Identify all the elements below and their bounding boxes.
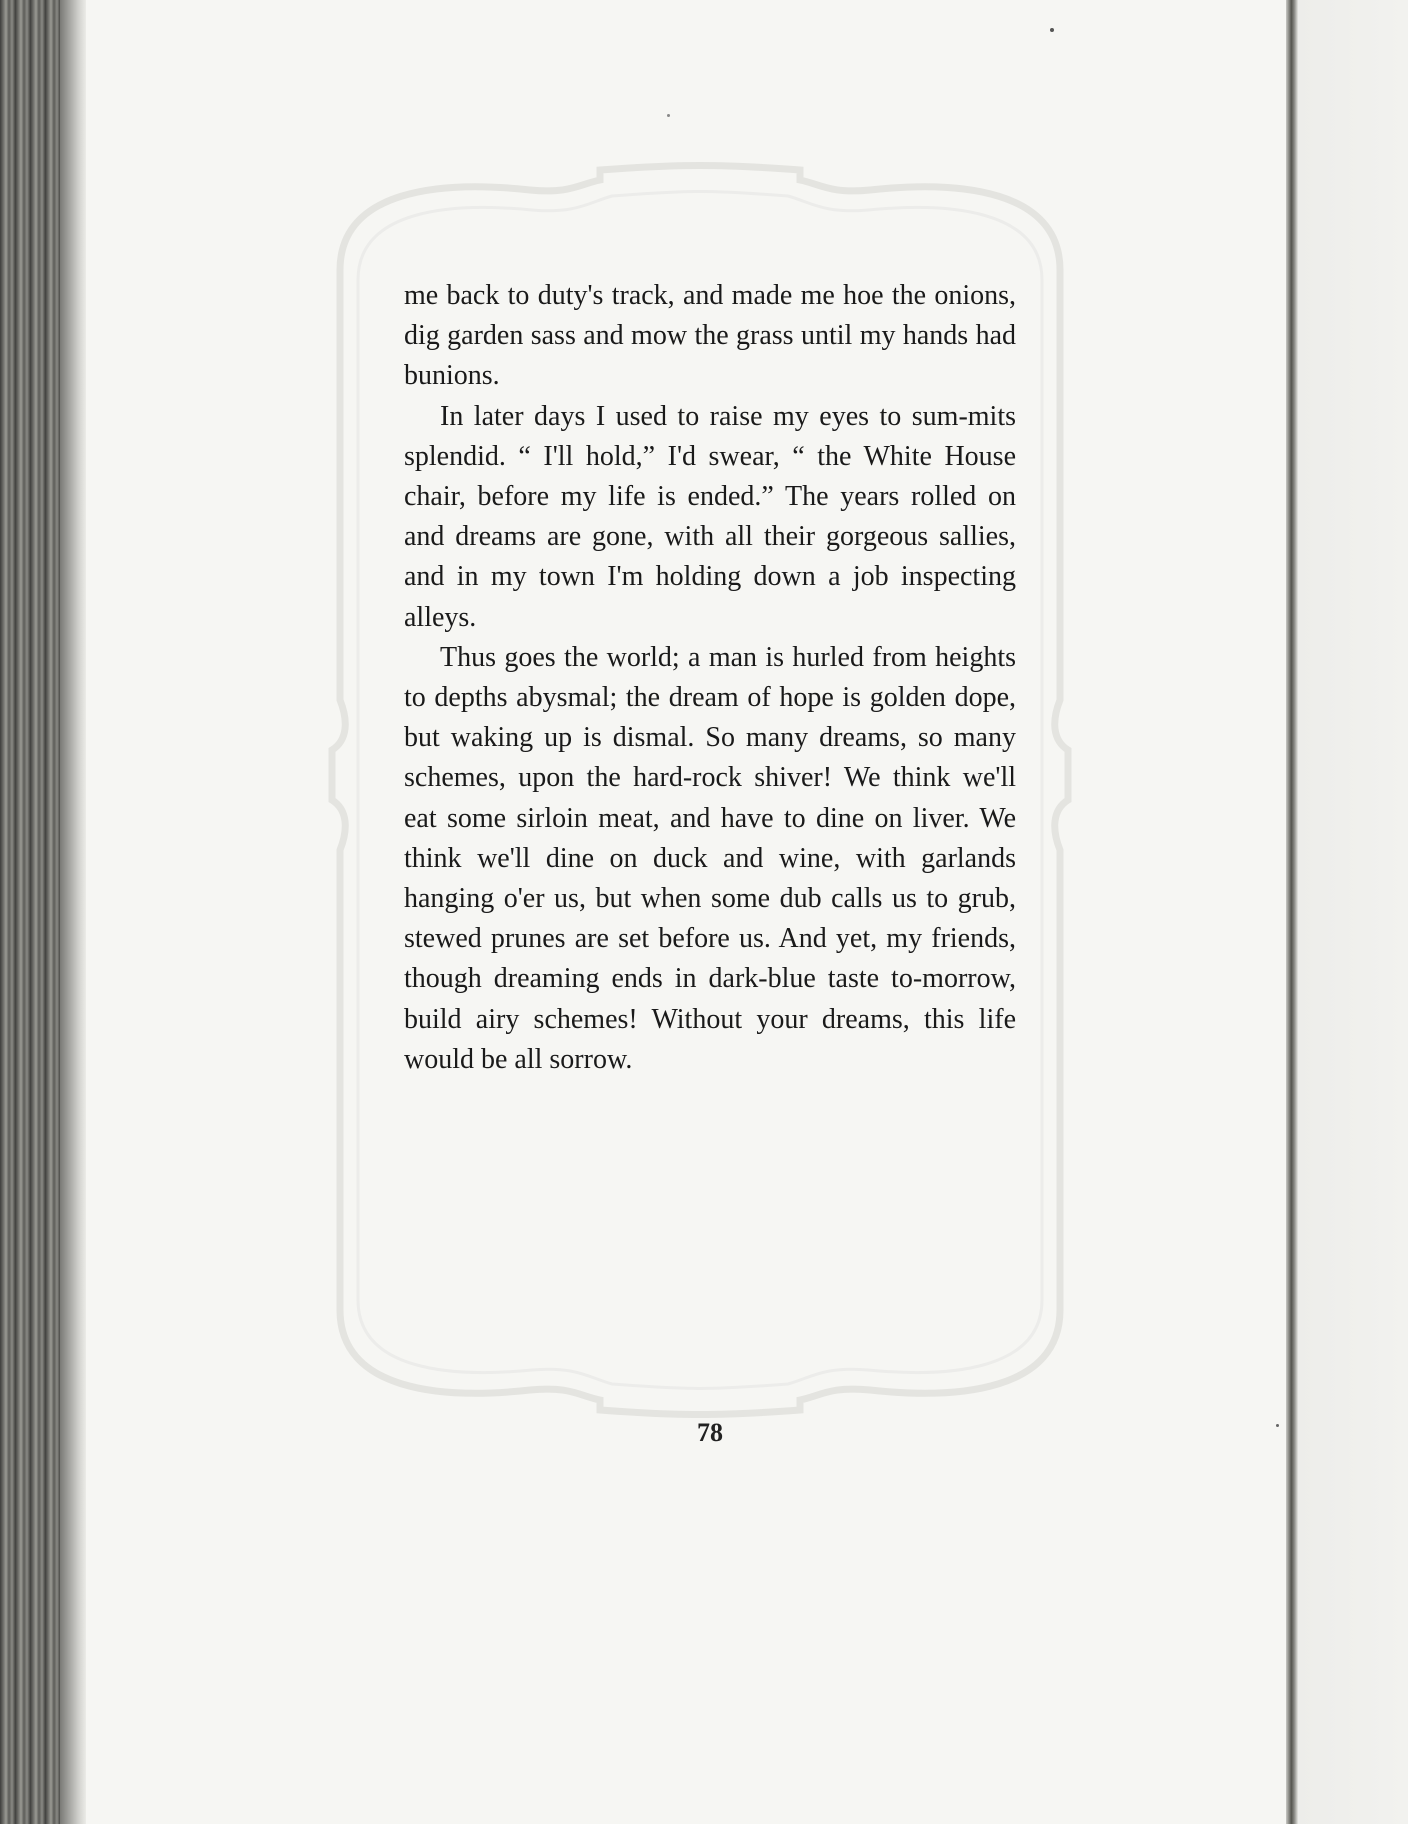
paragraph-later-days: In later days I used to raise my eyes to sum-mits splendid. “ I'll hold,” I'd swear, “ the White House chair, before my life is ended.” The years rolled on and dreams are gone, with all their gorgeous sallies, and in my town I'm holding down a job inspecting alleys.	[404, 400, 1016, 633]
adjacent-page-strip	[1298, 0, 1408, 1824]
page-body-text	[404, 276, 1016, 1080]
paper-speck	[667, 114, 670, 117]
paper-speck	[1050, 28, 1054, 32]
paragraph-thus-goes-the-world: Thus goes the world; a man is hurled from heights to depths abysmal; the dream of hope is golden dope, but waking up is dismal. So many dreams, so many schemes, upon the hard-rock shiver! We think we'll eat some sirloin meat, and have to dine on liver. We think we'll dine on duck and wine, with garlands hanging o'er us, but when some dub calls us to grub, stewed prunes are set before us. And yet, my friends, though dreaming ends in dark-blue taste to-morrow, build airy schemes! Without your dreams, this life would be all sorrow.	[404, 641, 1016, 1075]
page-fold	[1286, 0, 1298, 1824]
paragraph-continuation: me back to duty's track, and made me hoe the onions, dig garden sass and mow the grass until my hands had bunions.	[404, 280, 1016, 392]
page-gutter-shadow	[60, 0, 86, 1824]
paper-speck	[1276, 1424, 1279, 1427]
page-number: 78	[697, 1418, 723, 1447]
